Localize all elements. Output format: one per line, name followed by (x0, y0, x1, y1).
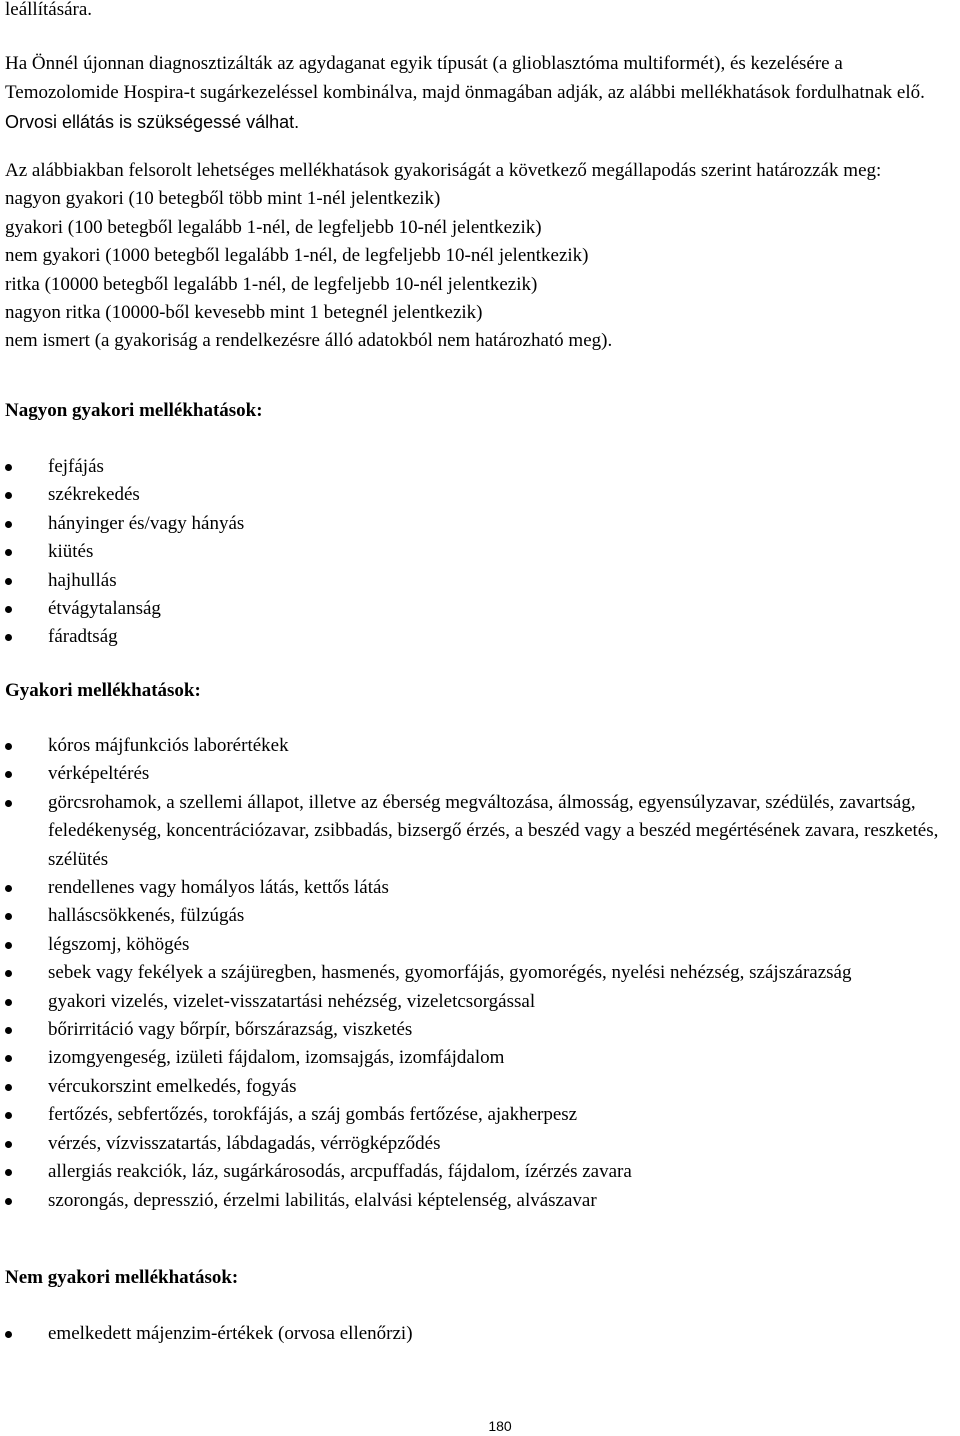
intro-paragraph-sans: Orvosi ellátás is szükségessé válhat. (5, 111, 300, 132)
list-item: hajhullás (5, 567, 960, 595)
list-item: szorongás, depresszió, érzelmi labilitás, elalvási képtelenség, alvászavar (5, 1187, 960, 1215)
list-item: halláscsökkenés, fülzúgás (5, 902, 960, 930)
bullet-icon (5, 743, 12, 750)
frequency-intro: Az alábbiakban felsorolt lehetséges mellékhatások gyakoriságát a következő megállapodás szerint határozzák meg: (5, 160, 882, 181)
bullet-icon (5, 942, 12, 949)
list-item: görcsrohamok, a szellemi állapot, illetve az éberség megváltozása, álmosság, egyensúlyzavar, szédülés, zavartság, feledékenység, koncentrációzavar, zsibbadás, bizsergő érzés, a beszéd vagy a beszéd megértésének zavara, reszketés, szélütés (5, 789, 960, 874)
list-item: fejfájás (5, 453, 960, 481)
intro-top-text: leállítására. (5, 0, 93, 20)
section-heading-very-common: Nagyon gyakori mellékhatások: (5, 400, 263, 421)
list-item: fáradtság (5, 623, 960, 651)
frequency-line: gyakori (100 betegből legalább 1-nél, de legfeljebb 10-nél jelentkezik) (5, 216, 542, 238)
frequency-line: ritka (10000 betegből legalább 1-nél, de legfeljebb 10-nél jelentkezik) (5, 273, 538, 295)
list-very-common (5, 453, 960, 652)
bullet-icon (5, 970, 12, 977)
list-item: kóros májfunkciós laborértékek (5, 732, 960, 760)
bullet-icon (5, 492, 12, 499)
list-item: vércukorszint emelkedés, fogyás (5, 1073, 960, 1101)
list-item: székrekedés (5, 481, 960, 509)
frequency-line: nagyon gyakori (10 betegből több mint 1-nél jelentkezik) (5, 188, 441, 210)
bullet-icon (5, 464, 12, 471)
frequency-line: nem ismert (a gyakoriság a rendelkezésre álló adatokból nem határozható meg). (5, 330, 613, 352)
bullet-icon (5, 606, 12, 613)
intro-paragraph (5, 50, 960, 137)
list-item: sebek vagy fekélyek a szájüregben, hasmenés, gyomorfájás, gyomorégés, nyelési nehézség, szájszárazság (5, 959, 960, 987)
frequency-line: nagyon ritka (10000-ből kevesebb mint 1 betegnél jelentkezik) (5, 302, 483, 324)
bullet-icon (5, 578, 12, 585)
list-item: kiütés (5, 538, 960, 566)
list-common (5, 732, 960, 1215)
bullet-icon (5, 800, 12, 807)
list-item: hányinger és/vagy hányás (5, 510, 960, 538)
bullet-icon (5, 1055, 12, 1062)
bullet-icon (5, 1112, 12, 1119)
bullet-icon (5, 999, 12, 1006)
list-item: vérképeltérés (5, 760, 960, 788)
list-item: vérzés, vízvisszatartás, lábdagadás, vérrögképződés (5, 1130, 960, 1158)
bullet-icon (5, 1169, 12, 1176)
intro-paragraph-serif: Ha Önnél újonnan diagnosztizálták az agydaganat egyik típusát (a glioblasztóma multiformét), és kezelésére a Temozolomide Hospira-t sugárkezeléssel kombinálva, majd önmagában adják, az alábbi mellékhatások fordulhatnak elő. (5, 53, 925, 104)
list-item: étvágytalanság (5, 595, 960, 623)
list-item: légszomj, köhögés (5, 931, 960, 959)
section-heading-common: Gyakori mellékhatások: (5, 680, 201, 701)
bullet-icon (5, 549, 12, 556)
list-item: izomgyengeség, izületi fájdalom, izomsajgás, izomfájdalom (5, 1044, 960, 1072)
list-item: bőrirritáció vagy bőrpír, bőrszárazság, viszketés (5, 1016, 960, 1044)
list-uncommon (5, 1320, 960, 1348)
frequency-line: nem gyakori (1000 betegből legalább 1-nél, de legfeljebb 10-nél jelentkezik) (5, 245, 589, 267)
section-heading-uncommon: Nem gyakori mellékhatások: (5, 1267, 239, 1288)
page-number: 180 (488, 1418, 512, 1434)
frequency-definitions (5, 157, 960, 356)
bullet-icon (5, 1027, 12, 1034)
bullet-icon (5, 521, 12, 528)
bullet-icon (5, 1141, 12, 1148)
bullet-icon (5, 1331, 12, 1338)
bullet-icon (5, 885, 12, 892)
bullet-icon (5, 1084, 12, 1091)
bullet-icon (5, 1198, 12, 1205)
list-item: allergiás reakciók, láz, sugárkárosodás, arcpuffadás, fájdalom, ízérzés zavara (5, 1158, 960, 1186)
list-item: gyakori vizelés, vizelet-visszatartási nehézség, vizeletcsorgással (5, 988, 960, 1016)
bullet-icon (5, 634, 12, 641)
list-item: emelkedett májenzim-értékek (orvosa ellenőrzi) (5, 1320, 960, 1348)
list-item: fertőzés, sebfertőzés, torokfájás, a száj gombás fertőzése, ajakherpesz (5, 1101, 960, 1129)
list-item: rendellenes vagy homályos látás, kettős látás (5, 874, 960, 902)
bullet-icon (5, 913, 12, 920)
bullet-icon (5, 771, 12, 778)
